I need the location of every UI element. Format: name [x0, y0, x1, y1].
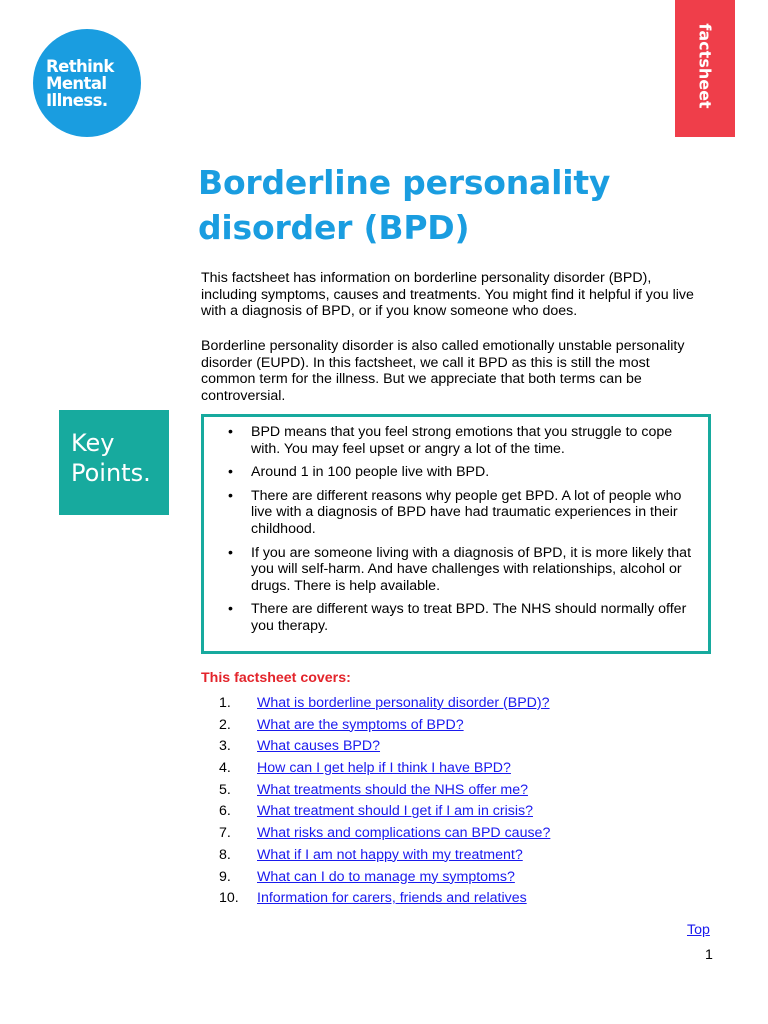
toc-item: [201, 759, 681, 781]
toc-link-crisis[interactable]: What treatment should I get if I am in crisis?: [257, 803, 533, 820]
toc-link-risks[interactable]: What risks and complications can BPD cause?: [257, 825, 551, 842]
toc-item: [201, 889, 681, 911]
key-points-list: [221, 424, 698, 635]
key-points-label-line-2: Points.: [71, 459, 151, 487]
toc-number: 1.: [219, 695, 231, 711]
key-points-box: [201, 414, 711, 654]
toc-number: 5.: [219, 781, 231, 798]
toc-number: 10.: [219, 890, 239, 907]
toc-link-what-is-bpd[interactable]: What is borderline personality disorder (BPD)?: [257, 695, 550, 711]
toc-number: 3.: [219, 738, 231, 755]
key-point-text: If you are someone living with a diagnosis of BPD, it is more likely that you will self-harm. And have challenges with relationships, alcohol or drugs. There is help available.: [251, 544, 692, 594]
key-point-text: There are different ways to treat BPD. The NHS should normally offer you therapy.: [251, 601, 687, 634]
intro-paragraph-2: Borderline personality disorder is also called emotionally unstable personality disorder (EUPD). In this factsheet, we call it BPD as this is still the most common term for the illness. But we appreciate that both terms can be controversial.: [201, 338, 685, 404]
key-point-text: Around 1 in 100 people live with BPD.: [251, 464, 490, 481]
bullet-icon: •: [228, 601, 233, 618]
rethink-mental-illness-logo[interactable]: [33, 29, 141, 137]
toc-number: 2.: [219, 716, 231, 733]
toc-number: 8.: [219, 846, 231, 863]
toc-number: 4.: [219, 760, 231, 777]
page-title: [198, 160, 678, 250]
key-point-item: [221, 601, 698, 634]
key-points-label-line-1: Key: [71, 429, 115, 457]
toc-item: [201, 737, 681, 759]
toc-link-carers[interactable]: Information for carers, friends and relatives: [257, 890, 527, 907]
key-point-text: There are different reasons why people get BPD. A lot of people who live with a diagnosis of BPD have had traumatic experiences in their childhood.: [251, 487, 682, 537]
toc-item: [201, 824, 681, 846]
toc-item: [201, 846, 681, 868]
bullet-icon: •: [228, 464, 233, 481]
toc-number: 9.: [219, 868, 231, 885]
bullet-icon: •: [228, 487, 233, 504]
factsheet-tab: [675, 0, 735, 137]
top-link[interactable]: Top: [687, 922, 710, 938]
toc-link-get-help[interactable]: How can I get help if I think I have BPD?: [257, 760, 511, 777]
title-line-1: Borderline personality: [198, 163, 611, 202]
key-point-item: [221, 488, 698, 538]
toc-item: [201, 868, 681, 890]
bullet-icon: •: [228, 424, 233, 440]
toc-number: 7.: [219, 825, 231, 842]
toc-link-treatments[interactable]: What treatments should the NHS offer me?: [257, 781, 529, 798]
key-point-item: [221, 464, 698, 481]
factsheet-tab-label: factsheet: [695, 23, 715, 109]
covers-heading: This factsheet covers:: [201, 670, 351, 686]
key-points-label: [59, 410, 169, 515]
toc-number: 6.: [219, 803, 231, 820]
page-number: 1: [705, 947, 713, 963]
key-point-item: [221, 545, 698, 595]
toc-item: [201, 716, 681, 738]
key-point-item: [221, 424, 698, 457]
logo-line-3: Illness.: [46, 90, 108, 110]
toc-link-symptoms[interactable]: What are the symptoms of BPD?: [257, 716, 464, 733]
key-point-text: BPD means that you feel strong emotions that you struggle to cope with. You may feel upset or angry a lot of the time.: [251, 424, 673, 457]
intro-paragraph-1: This factsheet has information on borderline personality disorder (BPD), including symptoms, causes and treatments. You might find it helpful if you live with a diagnosis of BPD, or if you know someone who does.: [201, 270, 694, 320]
title-line-2: disorder (BPD): [198, 208, 470, 247]
toc-link-not-happy[interactable]: What if I am not happy with my treatment?: [257, 846, 523, 863]
logo-line-1: Rethink: [46, 56, 114, 76]
toc-item: [201, 802, 681, 824]
toc-item: [201, 694, 681, 716]
logo-line-2: Mental: [46, 73, 107, 93]
bullet-icon: •: [228, 544, 233, 561]
toc-link-causes[interactable]: What causes BPD?: [257, 738, 381, 755]
table-of-contents: [201, 694, 681, 911]
toc-link-manage-symptoms[interactable]: What can I do to manage my symptoms?: [257, 868, 515, 885]
toc-item: [201, 781, 681, 803]
